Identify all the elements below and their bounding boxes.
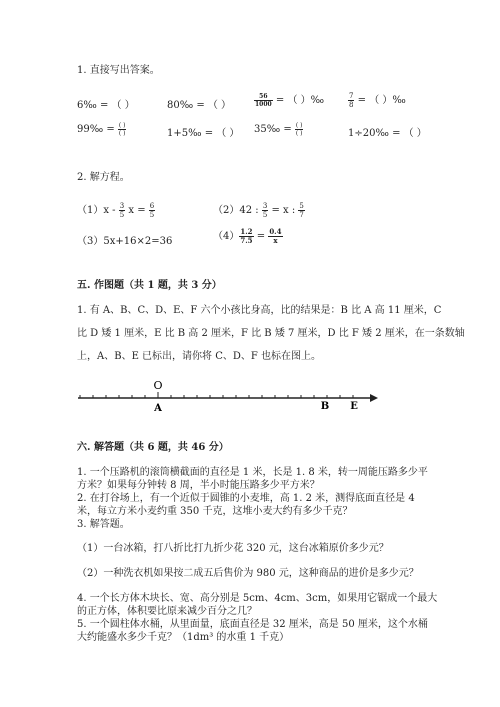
question-line: 方米？如果每分钟转 8 周，半小时能压路多少平方米？	[77, 480, 320, 491]
equation-4: （4） $\frac{1.2}{7.5}$ = $\frac{0.4}{x}$	[213, 227, 282, 245]
fraction: $\frac{0.4}{x}$	[269, 227, 282, 245]
equation-1: （1）x - $\frac{3}{5}$ x = $\frac{6}{5}$	[77, 202, 155, 219]
question-line: 5. 一个圆柱体水桶，从里面量，底面直径是 32 厘米，高是 50 厘米，这个水桶	[77, 619, 428, 630]
question-line: 3. 解答题。	[77, 519, 130, 530]
problem-text-line: 上，A、B、E 已标出，请你将 C、D、F 也标在图上。	[77, 351, 322, 362]
section6-heading: 六. 解答题（共 6 题，共 46 分）	[77, 442, 229, 453]
arrow-head-icon	[370, 394, 378, 402]
section1-title: 1. 直接写出答案。	[77, 65, 160, 76]
fraction: $\frac{6}{5}$	[149, 202, 155, 219]
origin-label: O	[153, 379, 163, 392]
fraction: $\frac{3}{5}$	[262, 202, 268, 219]
equation-3: （3）5x+16×2=36	[77, 236, 173, 247]
question-line: 1. 一个压路机的滚筒横截面的直径是 1 米，长是 1. 8 米，转一周能压路多少平	[77, 467, 428, 478]
question-line: （2）一种洗衣机如果按二成五后售价为 980 元，这种商品的进价是多少元？	[77, 568, 419, 579]
problem-text-line: 1. 有 A、B、C、D、E、F 六个小孩比身高，比的结果是：B 比 A 高 11 厘米，C	[77, 305, 442, 316]
fraction: $\frac{1.2}{7.5}$	[240, 227, 253, 245]
point-e-label: E	[350, 401, 358, 412]
problem-text-line: 比 D 矮 1 厘米，E 比 B 高 2 厘米，F 比 B 矮 7 厘米，D 比 F 矮 2 厘米，在一条数轴	[77, 328, 465, 339]
q1-item-d: $\frac{7}{8}$ = （ ）‰	[349, 92, 406, 109]
section5-heading: 五. 作图题（共 1 题，共 3 分）	[77, 280, 222, 291]
q1-item-a: 6‰ = （ ）	[77, 100, 135, 111]
point-a-label: A	[154, 403, 162, 414]
q1-item-h: 1÷20‰ = （ ）	[348, 128, 427, 139]
q1-item-e: 99‰ = $\frac{( )}{( )}$	[77, 122, 126, 137]
q1-item-f: 1+5‰ = （ ）	[167, 128, 240, 139]
q1-item-b: 80‰ = （ ）	[167, 100, 232, 111]
question-line: 的正方体，体积要比原来减少百分之几？	[77, 606, 257, 617]
question-line: （1）一台冰箱，打八折比打九折少花 320 元，这台冰箱原价多少元？	[77, 543, 389, 554]
tick-marks	[80, 392, 353, 398]
fraction: $\frac{56}{1000}$	[255, 93, 272, 108]
fraction: $\frac{5}{7}$	[299, 202, 304, 219]
q1-item-c: $\frac{56}{1000}$ = （ ）‰	[255, 93, 325, 108]
equation-2: （2）42 : $\frac{3}{5}$ = x : $\frac{5}{7}$	[213, 202, 304, 219]
fraction: $\frac{3}{5}$	[119, 202, 125, 219]
fraction: $\frac{( )}{( )}$	[295, 122, 303, 137]
q1-item-g: 35‰ = $\frac{( )}{( )}$	[254, 122, 303, 137]
section2-title: 2. 解方程。	[77, 172, 130, 183]
question-line: 4. 一个长方体木块长、宽、高分别是 5cm、4cm、3cm，如果用它锯成一个最大	[77, 593, 438, 604]
question-line: 大约能盛水多少千克？（1dm³ 的水重 1 千克）	[77, 632, 290, 643]
point-b-label: B	[320, 401, 330, 412]
number-line	[70, 376, 380, 416]
fraction: $\frac{( )}{( )}$	[118, 122, 126, 137]
question-line: 米，每立方米小麦约重 350 千克，这堆小麦大约有多少千克？	[77, 506, 353, 517]
fraction: $\frac{7}{8}$	[349, 92, 354, 109]
question-line: 2. 在打谷场上，有一个近似于圆锥的小麦堆，高 1. 2 米，测得底面直径是 4	[77, 493, 415, 504]
